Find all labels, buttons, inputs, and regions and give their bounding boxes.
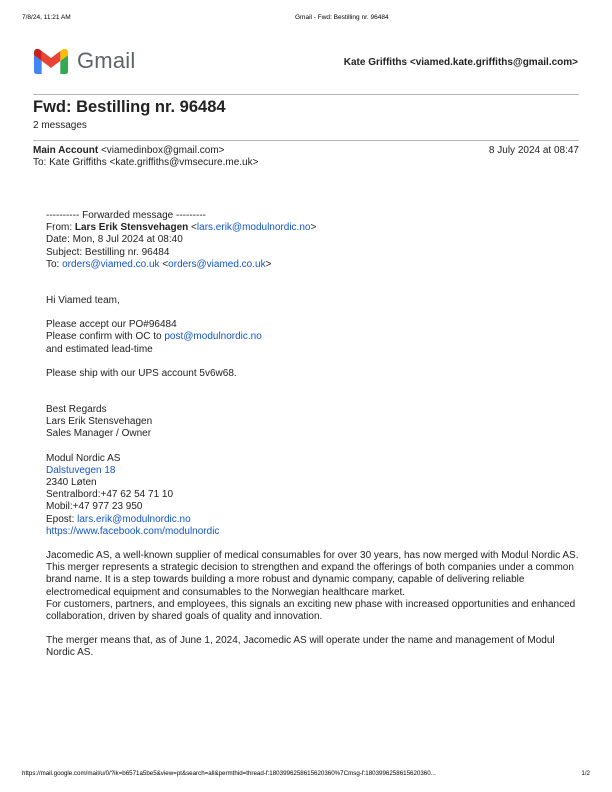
forwarded-date: Date: Mon, 8 Jul 2024 at 08:40 <box>46 234 183 246</box>
sender-email: <viamedinbox@gmail.com> <box>100 145 225 156</box>
announcement-paragraph-3: The merger means that, as of June 1, 2024, Jacomedic AS will operate under the name and management of Modul Nordic AS. <box>46 635 555 659</box>
forwarded-from-name: Lars Erik Stensvehagen <box>74 222 189 234</box>
forwarded-subject: Subject: Bestilling nr. 96484 <box>46 246 170 258</box>
post-email-link[interactable]: post@modulnordic.no <box>164 331 262 343</box>
signature-mobile: Mobil:+47 977 23 950 <box>46 501 143 513</box>
signature-name: Lars Erik Stensvehagen <box>46 416 153 428</box>
gmail-logo <box>34 48 135 74</box>
message-body <box>46 210 586 660</box>
facebook-link[interactable]: https://www.facebook.com/modulnordic <box>46 525 220 537</box>
divider <box>33 140 579 141</box>
signature-company: Modul Nordic AS <box>46 452 121 464</box>
forwarded-from: From: Lars Erik Stensvehagen <lars.erik@modulnordic.no> <box>46 222 317 234</box>
divider <box>33 94 579 95</box>
forwarded-to-email-link[interactable]: orders@viamed.co.uk <box>62 258 160 270</box>
sender-name: Main Account <box>33 145 99 156</box>
body-line-confirm: Please confirm with OC to post@modulnordic.no <box>46 331 262 343</box>
forwarded-to-email-link-2[interactable]: orders@viamed.co.uk <box>168 258 266 270</box>
announcement-paragraph-1: Jacomedic AS, a well-known supplier of medical consumables for over 30 years, has now merged with Modul Nordic AS. This merger represents a strategic decision to strengthen and expand the offerings of both companies under a common brand name. It is a step towards building a more robust and dynamic company, capable of delivering reliable electromedical equipment and consumables to the Norwegian healthcare market. <box>46 550 579 598</box>
forwarded-to: To: orders@viamed.co.uk <orders@viamed.co.uk> <box>46 258 272 270</box>
message-count: 2 messages <box>33 120 87 131</box>
message-recipient: To: Kate Griffiths <kate.griffiths@vmsecure.me.uk> <box>33 157 259 168</box>
signature-title: Sales Manager / Owner <box>46 428 152 440</box>
signature-street-link[interactable]: Dalstuvegen 18 <box>46 464 116 476</box>
print-page-title: Gmail - Fwd: Bestilling nr. 96484 <box>295 14 389 21</box>
body-line-leadtime: and estimated lead-time <box>46 343 153 355</box>
page-number: 1/2 <box>581 770 590 777</box>
signature-closing: Best Regards <box>46 404 107 416</box>
body-line-shipping: Please ship with our UPS account 5v6w68. <box>46 367 237 379</box>
signature-city: 2340 Løten <box>46 477 97 489</box>
announcement-paragraph-2: For customers, partners, and employees, this signals an exciting new phase with increased opportunities and enhanced collaboration, driven by shared goals of quality and innovation. <box>46 598 576 623</box>
forwarded-header: ---------- Forwarded message --------- <box>46 210 206 221</box>
message-sender <box>33 145 225 156</box>
signature-switchboard: Sentralbord:+47 62 54 71 10 <box>46 489 174 501</box>
account-label: Kate Griffiths <viamed.kate.griffiths@gmail.com> <box>343 57 578 68</box>
greeting: Hi Viamed team, <box>46 295 120 307</box>
thread-subject: Fwd: Bestilling nr. 96484 <box>33 98 226 116</box>
signature-email-link[interactable]: lars.erik@modulnordic.no <box>77 513 191 525</box>
forwarded-from-email-link[interactable]: lars.erik@modulnordic.no <box>196 222 311 234</box>
signature-email: Epost: lars.erik@modulnordic.no <box>46 513 191 525</box>
body-line-po: Please accept our PO#96484 <box>46 319 177 331</box>
print-datetime: 7/8/24, 11:21 AM <box>22 14 71 21</box>
gmail-m-icon <box>34 49 68 74</box>
gmail-wordmark: Gmail <box>77 48 136 73</box>
message-date: 8 July 2024 at 08:47 <box>488 145 579 156</box>
print-url: https://mail.google.com/mail/u/0/?ik=b6571a5be5&view=pt&search=all&permthid=thread-f:1803996258615620360%7Cmsg-f:1803996258615620360... <box>22 770 436 777</box>
